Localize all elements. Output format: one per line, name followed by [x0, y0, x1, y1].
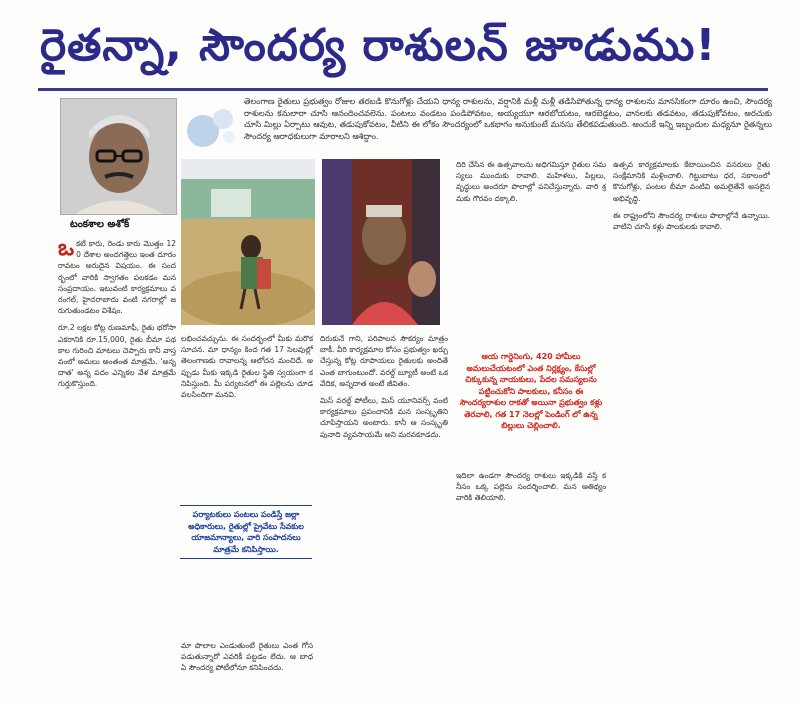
article-column-3 — [320, 333, 448, 699]
col3-para-1: దిరుకునే గాని, పరిపాలన సౌకర్యం మాత్రం బాకీ. వీరి కార్యక్రమాల కోసం ప్రభుత్వం ఖర్చు చేస్తున్న కోట్ల రూపాయలు రైతులకు అందితే ఎంత బాగుంటుందో. వరల్డ్ బ్యూటీ అంటే ఒక వేదిక, అన్నదాత అంటే జీవితం. — [320, 334, 448, 388]
article-column-4b — [456, 470, 606, 699]
decorative-bubbles — [183, 105, 248, 150]
article-column-5 — [613, 159, 770, 699]
pull-quote-left: పర్యాటకులు పంటలు పండిస్తే జల్లా అధికారులు, రైతుల్లో ప్రైవేటు సేవకుల యాజమాన్యాలు, వారి సంపాదనలు మాత్రమే కనిపిస్తాయి. — [180, 505, 312, 559]
article-column-2 — [181, 333, 313, 498]
col4-para-2: ఇదిలా ఉండగా సౌందర్య రాశులు ఇక్కడికి వస్తే కనీసం ఒక్క పల్లెను సందర్శించాలి. మన ఆతిథ్యం వారికి తెలియాలి. — [456, 471, 606, 503]
headline: రైతన్నా, సౌందర్య రాశులన్ జూడుము! — [40, 20, 717, 71]
col3-para-2: మిస్ వరల్డ్ పోటీలు, మిస్ యూనివర్స్ వంటి కార్యక్రమాలు ప్రపంచానికి మన సంస్కృతిని చూపిస్తాయని అంటారు. కానీ ఆ సంస్కృతి పునాది వ్యవసాయమే అని మరవకూడదు. — [320, 396, 448, 439]
headline-rule — [38, 88, 768, 91]
author-name: టంకశాల అశోక్ — [70, 219, 130, 230]
col5-para-1: ఉత్సవ కార్యక్రమాలకు కేటాయించిన వనరులు రైతు సంక్షేమానికి మళ్లించాలి. గిట్టుబాటు ధర, సకాలంలో కొనుగోళ్లు, పంటల బీమా వంటివి అమలైతేనే అసలైన అభివృద్ధి. — [613, 160, 770, 203]
col1-para-2: రూ.2 లక్షల కోట్ల రుణమాఫీ, రైతు భరోసా ఎకరానికి రూ.15,000, రైతు బీమా పథకాల గురించి మాటలు చెప్పారు కానీ వాస్తవంలో అమలు అంతంత మాత్రమే. 'అన్నదాత' అన్న పదం ఎన్నికల వేళ మాత్రమే గుర్తుకొస్తుంది. — [58, 323, 176, 389]
col1-para-1: కటే కారు, రెండు కారు మొత్తం 120 దేశాల అందగత్తెలు ఇంత దూరం రావటం అరుదైన విషయం. ఈ సందర్భంలో వారికి స్వాగతం పలకడం మన సంప్రదాయం. ఇటువంటి కార్యక్రమాలు వరంగల్, హైదరాబాదు వంటి నగరాల్లో జరుగుతుండటం విశేషం. — [58, 239, 176, 316]
pull-quote-right: ఆయ గార్డెనింగు, 420 హామీలు అమలుచేయటంలో ఎంత నిర్లక్ష్యం, కేసుల్లో చిక్కుకున్న నాయకులు, పేదల సమస్యలను పట్టించుకోని పాలకులు, కనీసం ఈ సౌందర్యరాశుల రాకతో అయినా ప్రభుత్వం కళ్లు తెరవాలి, గత 17 నెలల్లో పెండింగ్ లో ఉన్న బిల్లులు చెల్లించాలి. — [459, 352, 603, 430]
drop-cap: ఒ — [58, 238, 75, 261]
article-column-4 — [456, 159, 606, 341]
farmer-grain-photo — [181, 159, 315, 325]
pageant-contestant-photo — [322, 159, 440, 325]
article-column-2b — [181, 640, 313, 700]
col2-para-1: లభించవచ్చును. ఈ సందర్భంలో మీకు మరొక సూచన. మా ధాన్యం కింద గత 17 సెలవుల్లో తెలంగాణకు రావాలన్న ఆలోచన మంచిదే. అప్పుడు మీకు ఇక్కడి రైతుల స్థితి స్వయంగా కనిపిస్తుంది. మీ పర్యటనలో ఈ పల్లెలను చూడవలసిందిగా మనవి. — [181, 334, 313, 400]
article-column-1 — [58, 238, 176, 698]
col2-para-2: మా పొలాల ఎండుతుంటే రైతులు ఎంత గోస పడుతున్నారో ఎవరికీ పట్టడం లేదు. ఆ బాధ ఏ సౌందర్య పోటీలోనూ కనిపించదు. — [181, 641, 313, 673]
col5-para-2: ఈ రాష్ట్రంలోని సౌందర్య రాశులు పొలాల్లోనే ఉన్నాయి. వాటిని చూసే కళ్లు పాలకులకు కావాలి. — [613, 210, 770, 232]
author-photo — [60, 98, 177, 215]
col4-para-1: దిరి చేసిన ఈ ఉత్సవాలను అధిగమిస్తూ రైతుల సమస్యలు ముందుకు రావాలి. మహిళలు, పిల్లలు, వృద్ధులు అందరూ పొలాల్లో పనిచేస్తున్నారు. వారి శ్రమకు గౌరవం దక్కాలి. — [456, 160, 606, 203]
intro-paragraph: తెలంగాణ రైతులు ప్రభుత్వం రోజుల తరబడి కొనుగోళ్లు చేయని ధాన్య రాశులను, వర్షానికి మళ్లీ మళ్లీ తడిసిపోతున్న ధాన్య రాశులను మానసికంగా దూరం ఉంచి, సౌందర్య రాశులను కనులారా చూసి ఆనందించవలెను. పంటలు వండటం పండిపోవటం, అయ్యయూ ఆరబోయటం, ఆరబెడ్డటం, వానలకు తడవటం, తడుపుకోవటం, అరచుకు చూసి మిల్లు ఏర్పాటు ఆవుట, తడుపుకోవటం, వీటిని ఈ లోకం సౌందర్యంలో ఒకభాగం అనుకుంటే మనసు తేలికపడుతుంది. అందుకే ఇన్ని ఇబ్బందుల మధ్యనూ రైతన్నలు సౌందర్య ఆరాధకులుగా మారాలని ఆశిద్దాం. — [244, 96, 772, 141]
